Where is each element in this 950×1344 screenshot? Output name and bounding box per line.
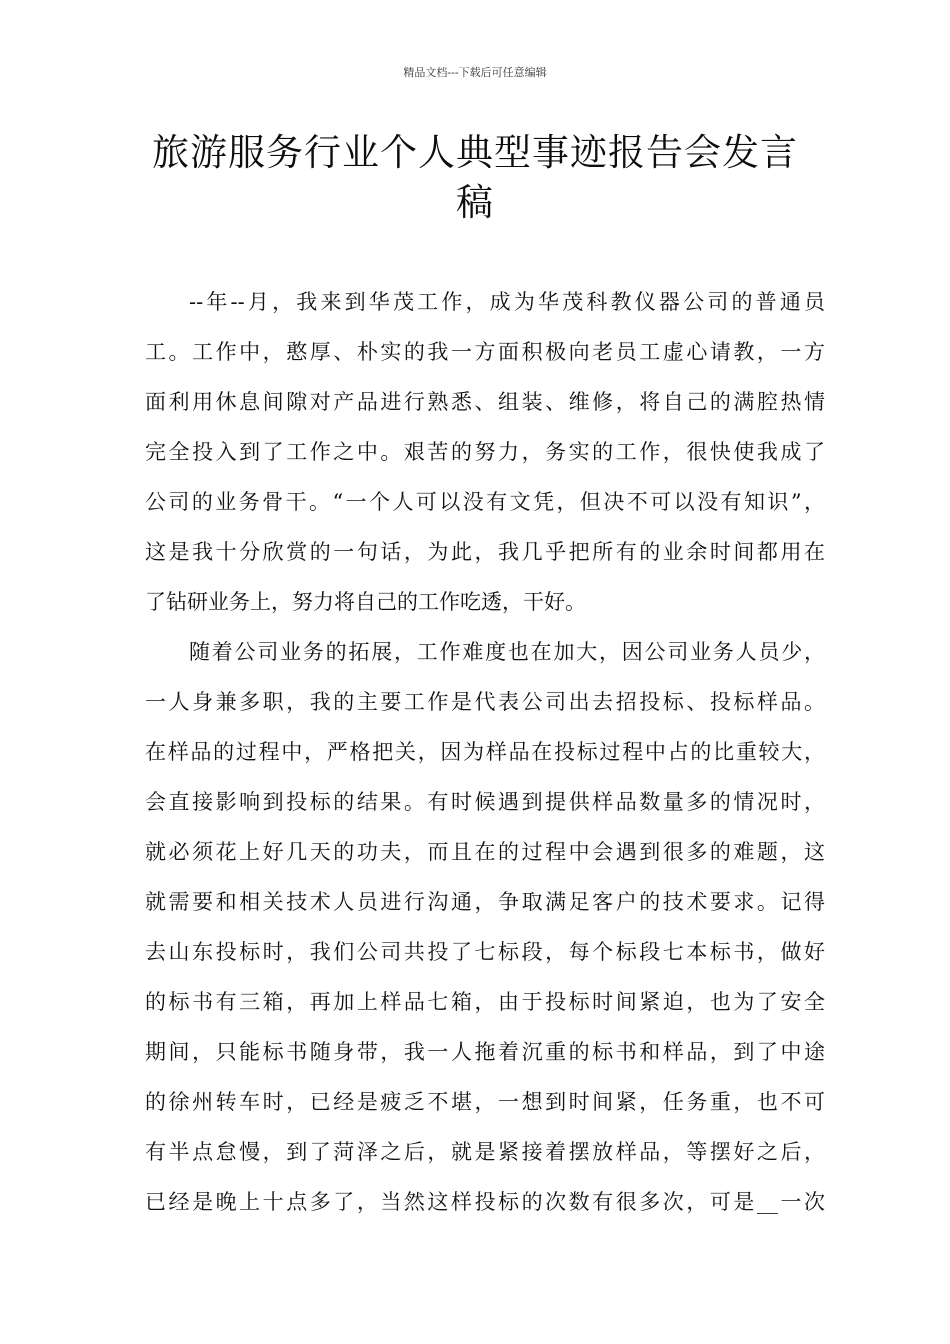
text-line: 会直接影响到投标的结果。有时候遇到提供样品数量多的情况时， (145, 790, 825, 814)
text-line: 这是我十分欣赏的一句话，为此，我几乎把所有的业余时间都用在 (145, 540, 825, 564)
text-line: 随着公司业务的拓展，工作难度也在加大，因公司业务人员少， (189, 640, 825, 664)
header-note: 精品文档---下载后可任意编辑 (403, 66, 547, 79)
text-line: 公司的业务骨干。“一个人可以没有文凭，但决不可以没有知识”， (145, 490, 825, 514)
text-line: 完全投入到了工作之中。艰苦的努力，务实的工作，很快使我成了 (145, 440, 825, 464)
text-line: 工。工作中，憨厚、朴实的我一方面积极向老员工虚心请教，一方 (145, 340, 825, 364)
text-line: --年--月，我来到华茂工作，成为华茂科教仪器公司的普通员 (189, 290, 825, 314)
document-body (145, 277, 825, 1227)
document-title (140, 128, 810, 228)
text-line: 的标书有三箱，再加上样品七箱，由于投标时间紧迫，也为了安全 (145, 990, 825, 1014)
text-line: 在样品的过程中，严格把关，因为样品在投标过程中占的比重较大， (145, 740, 825, 764)
text-line: 的徐州转车时，已经是疲乏不堪，一想到时间紧，任务重，也不可 (145, 1090, 825, 1114)
text-line: 就必须花上好几天的功夫，而且在的过程中会遇到很多的难题，这 (145, 840, 825, 864)
text-line: 有半点怠慢，到了菏泽之后，就是紧接着摆放样品，等摆好之后， (145, 1140, 825, 1164)
text-line: 了钻研业务上，努力将自己的工作吃透，干好。 (145, 590, 586, 614)
text-line: 就需要和相关技术人员进行沟通，争取满足客户的技术要求。记得 (145, 890, 825, 914)
text-line: 面利用休息间隙对产品进行熟悉、组装、维修，将自己的满腔热情 (145, 390, 825, 414)
paragraph-1 (145, 277, 825, 627)
paragraph-2 (145, 627, 825, 1227)
text-line: 去山东投标时，我们公司共投了七标段，每个标段七本标书，做好 (145, 940, 825, 964)
text-line: 一人身兼多职，我的主要工作是代表公司出去招投标、投标样品。 (145, 690, 825, 714)
text-line: 期间，只能标书随身带，我一人拖着沉重的标书和样品，到了中途 (145, 1040, 825, 1064)
title-line: 旅游服务行业个人典型事迹报告会发言 (152, 131, 798, 174)
title-line: 稿 (456, 181, 494, 224)
text-line: 已经是晚上十点多了，当然这样投标的次数有很多次，可是__一次 (145, 1190, 825, 1214)
